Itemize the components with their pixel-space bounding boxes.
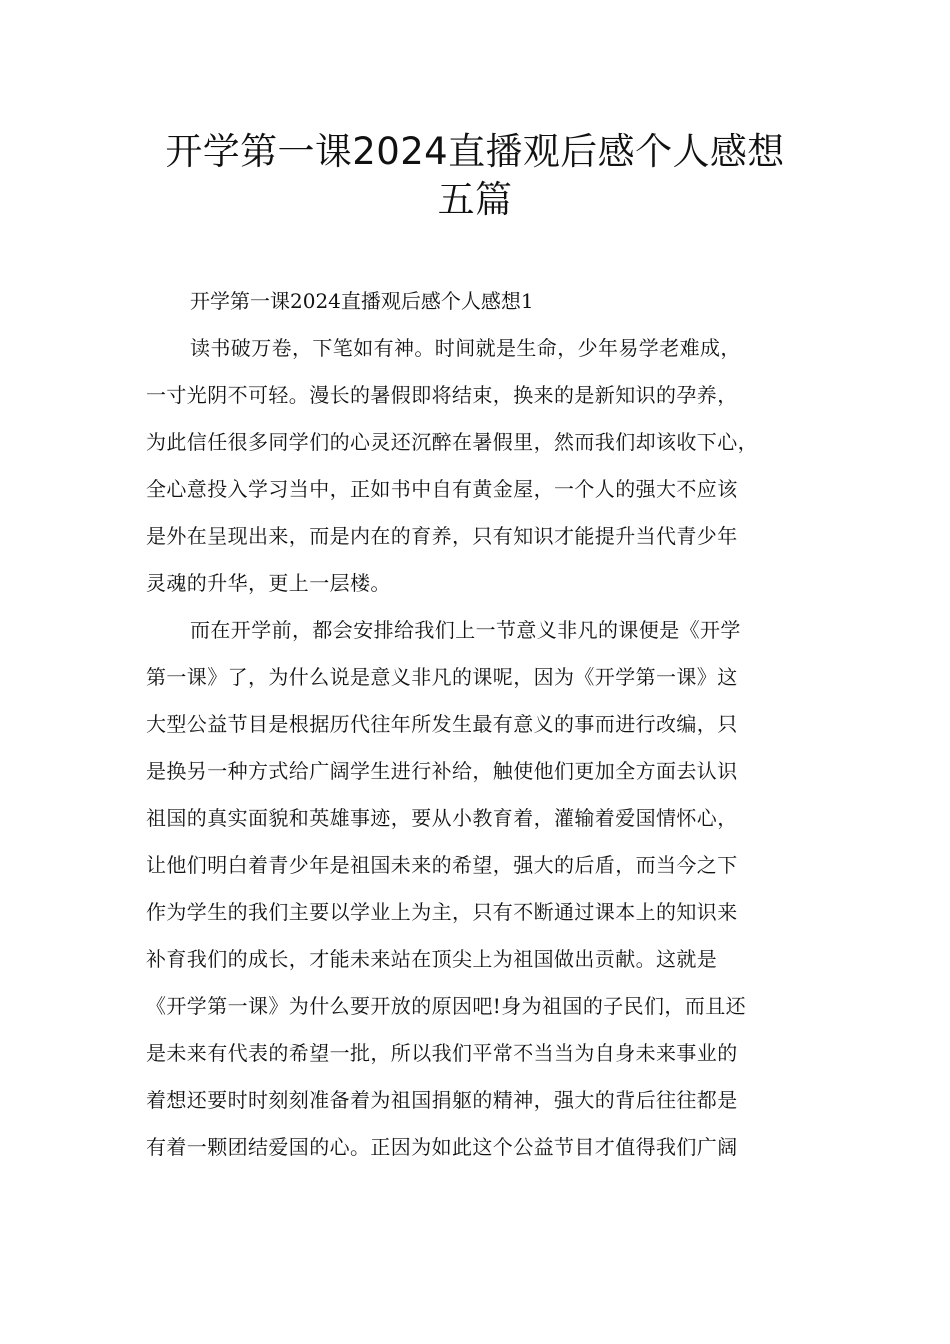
paragraph-line: 《开学第一课》为什么要开放的原因吧!身为祖国的子民们，而且还 bbox=[146, 994, 747, 1018]
paragraph-line: 读书破万卷，下笔如有神。时间就是生命，少年易学老难成， bbox=[190, 336, 741, 360]
paragraph-line: 是外在呈现出来，而是内在的育养，只有知识才能提升当代青少年 bbox=[146, 524, 738, 548]
paragraph-line: 灵魂的升华，更上一层楼。 bbox=[146, 571, 391, 595]
paragraph-line: 让他们明白着青少年是祖国未来的希望，强大的后盾，而当今之下 bbox=[146, 853, 738, 877]
paragraph-line: 全心意投入学习当中，正如书中自有黄金屋，一个人的强大不应该 bbox=[146, 477, 738, 501]
title-line-2: 五篇 bbox=[437, 178, 513, 221]
document-body bbox=[146, 278, 814, 1171]
paragraph-line: 祖国的真实面貌和英雄事迹，要从小教育着，灌输着爱国情怀心， bbox=[146, 806, 738, 830]
paragraph-line: 是换另一种方式给广阔学生进行补给，触使他们更加全方面去认识 bbox=[146, 759, 738, 783]
paragraph-line: 第一课》了，为什么说是意义非凡的课呢，因为《开学第一课》这 bbox=[146, 665, 738, 689]
paragraph-line: 大型公益节目是根据历代往年所发生最有意义的事而进行改编，只 bbox=[146, 712, 738, 736]
paragraph-line: 一寸光阴不可轻。漫长的暑假即将结束，换来的是新知识的孕养， bbox=[146, 383, 738, 407]
paragraph-line: 补育我们的成长，才能未来站在顶尖上为祖国做出贡献。这就是 bbox=[146, 947, 718, 971]
paragraph-line: 有着一颗团结爱国的心。正因为如此这个公益节目才值得我们广阔 bbox=[146, 1135, 738, 1159]
paragraph-1 bbox=[146, 325, 814, 607]
paragraph-line: 是未来有代表的希望一批，所以我们平常不当当为自身未来事业的 bbox=[146, 1041, 738, 1065]
paragraph-line: 着想还要时时刻刻准备着为祖国捐躯的精神，强大的背后往往都是 bbox=[146, 1088, 738, 1112]
document-title bbox=[130, 128, 820, 224]
paragraph-2 bbox=[146, 607, 814, 1171]
paragraph-line: 作为学生的我们主要以学业上为主，只有不断通过课本上的知识来 bbox=[146, 900, 738, 924]
paragraph-line: 为此信任很多同学们的心灵还沉醉在暑假里，然而我们却该收下心， bbox=[146, 430, 758, 454]
paragraph-line: 而在开学前，都会安排给我们上一节意义非凡的课便是《开学 bbox=[190, 618, 741, 642]
title-line-1: 开学第一课2024直播观后感个人感想 bbox=[165, 130, 785, 173]
section-heading: 开学第一课2024直播观后感个人感想1 bbox=[190, 289, 534, 313]
